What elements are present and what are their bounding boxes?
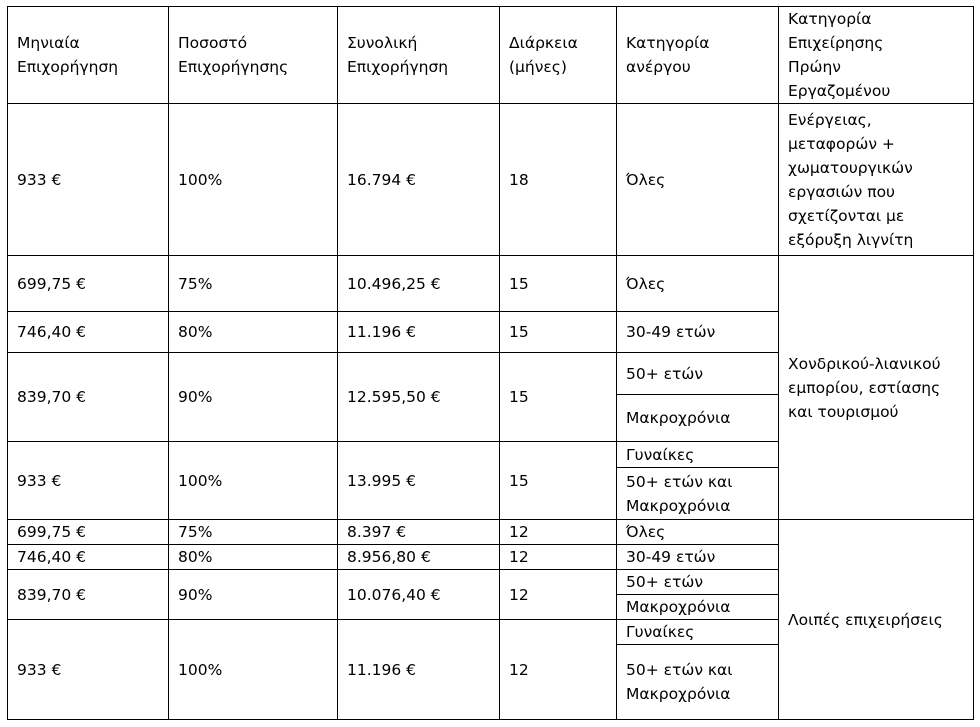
total-grant-cell: 11.196 € [338,620,500,720]
header-grant-percentage: Ποσοστό Επιχορήγησης [169,7,338,104]
unemployed-category-cell: Γυναίκες [617,442,779,468]
monthly-grant-cell: 933 € [8,442,169,520]
grant-percentage-cell: 100% [169,620,338,720]
unemployed-category-cell: Όλες [617,104,779,256]
header-monthly-grant: Μηνιαία Επιχορήγηση [8,7,169,104]
table-row [8,520,974,545]
unemployed-category-cell: Γυναίκες [617,620,779,645]
grant-table [7,6,974,720]
duration-cell: 15 [500,312,617,353]
unemployed-category-cell: 50+ ετών [617,353,779,395]
monthly-grant-cell: 933 € [8,104,169,256]
header-total-grant: Συνολική Επιχορήγηση [338,7,500,104]
unemployed-category-cell: 50+ ετών και Μακροχρόνια [617,468,779,520]
monthly-grant-cell: 699,75 € [8,520,169,545]
unemployed-category-cell: 30-49 ετών [617,545,779,570]
grant-percentage-cell: 100% [169,104,338,256]
duration-cell: 12 [500,620,617,720]
unemployed-category-cell: 50+ ετών και Μακροχρόνια [617,645,779,720]
total-grant-cell: 12.595,50 € [338,353,500,442]
duration-cell: 15 [500,256,617,312]
total-grant-cell: 10.076,40 € [338,570,500,620]
grant-percentage-cell: 100% [169,442,338,520]
grant-percentage-cell: 75% [169,256,338,312]
monthly-grant-cell: 839,70 € [8,570,169,620]
header-row [8,7,974,104]
duration-cell: 15 [500,353,617,442]
duration-cell: 12 [500,545,617,570]
business-category-energy: Ενέργειας, μεταφορών + χωματουργικών εργασιών που σχετίζονται με εξόρυξη λιγνίτη [779,104,974,256]
monthly-grant-cell: 933 € [8,620,169,720]
monthly-grant-cell: 746,40 € [8,312,169,353]
total-grant-cell: 8.956,80 € [338,545,500,570]
unemployed-category-cell: Μακροχρόνια [617,395,779,442]
grant-percentage-cell: 75% [169,520,338,545]
grant-percentage-cell: 80% [169,312,338,353]
grant-percentage-cell: 90% [169,570,338,620]
total-grant-cell: 13.995 € [338,442,500,520]
duration-cell: 18 [500,104,617,256]
header-unemployed-category: Κατηγορία ανέργου [617,7,779,104]
header-business-category: Κατηγορία Επιχείρησης Πρώην Εργαζομένου [779,7,974,104]
duration-cell: 12 [500,520,617,545]
total-grant-cell: 11.196 € [338,312,500,353]
monthly-grant-cell: 699,75 € [8,256,169,312]
unemployed-category-cell: Όλες [617,520,779,545]
table-row [8,256,974,312]
table-row [8,104,974,256]
total-grant-cell: 16.794 € [338,104,500,256]
total-grant-cell: 10.496,25 € [338,256,500,312]
monthly-grant-cell: 839,70 € [8,353,169,442]
header-duration-months: Διάρκεια (μήνες) [500,7,617,104]
business-category-other: Λοιπές επιχειρήσεις [779,520,974,720]
business-category-trade: Χονδρικού-λιανικού εμπορίου, εστίασης και τουρισμού [779,256,974,520]
grant-percentage-cell: 80% [169,545,338,570]
grant-percentage-cell: 90% [169,353,338,442]
unemployed-category-cell: 30-49 ετών [617,312,779,353]
total-grant-cell: 8.397 € [338,520,500,545]
unemployed-category-cell: Όλες [617,256,779,312]
duration-cell: 15 [500,442,617,520]
unemployed-category-cell: 50+ ετών [617,570,779,595]
monthly-grant-cell: 746,40 € [8,545,169,570]
unemployed-category-cell: Μακροχρόνια [617,595,779,620]
duration-cell: 12 [500,570,617,620]
